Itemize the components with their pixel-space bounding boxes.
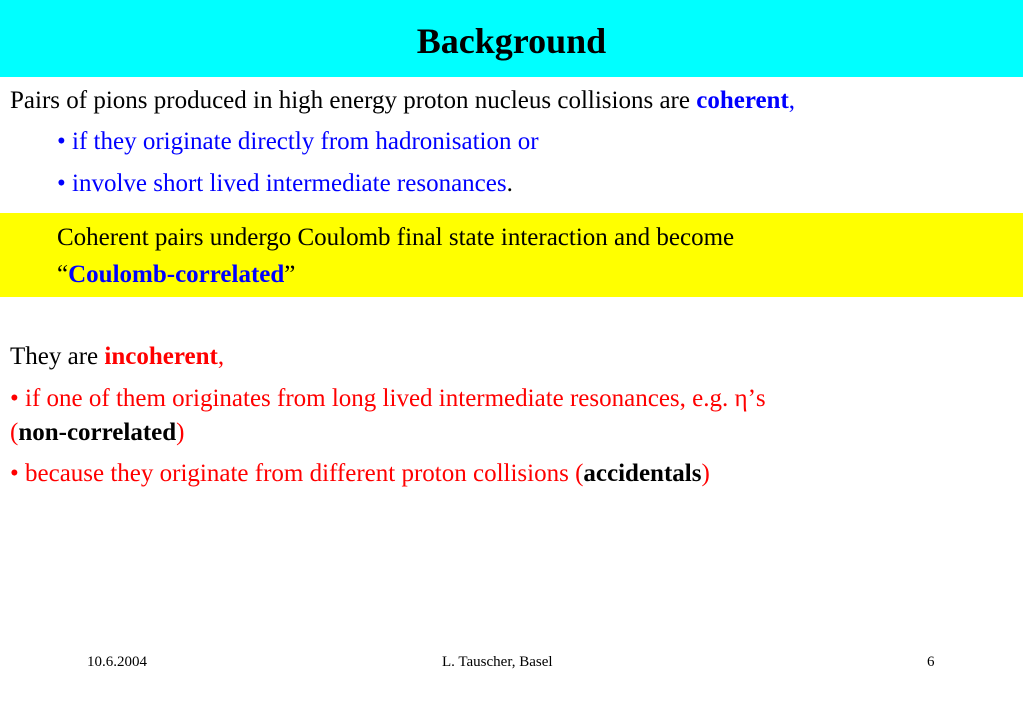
non-correlated-keyword: non-correlated xyxy=(18,419,177,446)
incoherent-keyword: incoherent xyxy=(104,343,218,370)
incoherent-bullet-2-end: ) xyxy=(701,460,710,487)
quote-open: “ xyxy=(57,261,69,288)
coherent-bullet-1: • if they originate directly from hadronisation or xyxy=(57,128,539,155)
highlight-line-1: Coherent pairs undergo Coulomb final state interaction and become xyxy=(57,224,735,251)
slide-title: Background xyxy=(416,21,607,61)
footer-author: L. Tauscher, Basel xyxy=(442,654,553,670)
incoherent-bullet-2 xyxy=(10,459,710,489)
coherent-intro xyxy=(10,86,795,116)
footer-page-number: 6 xyxy=(927,654,935,670)
coherent-intro-text: Pairs of pions produced in high energy proton nucleus collisions are xyxy=(10,87,697,114)
incoherent-bullet-1-cont xyxy=(10,418,185,448)
coherent-intro-end: , xyxy=(788,87,796,114)
coherent-bullet-2-end: . xyxy=(506,170,513,197)
incoherent-bullet-1: • if one of them originates from long lived intermediate resonances, e.g. η’s xyxy=(10,385,766,412)
title-bar xyxy=(0,0,1023,77)
paren-close: ) xyxy=(176,419,185,446)
coherent-keyword: coherent xyxy=(696,87,789,114)
incoherent-intro-end: , xyxy=(217,343,225,370)
footer-date: 10.6.2004 xyxy=(87,654,147,670)
coherent-bullet-2 xyxy=(57,169,513,199)
coherent-bullet-2-text: • involve short lived intermediate resonances xyxy=(57,170,507,197)
incoherent-intro-text: They are xyxy=(10,343,105,370)
incoherent-bullet-2-text: • because they originate from different proton collisions ( xyxy=(10,460,584,487)
quote-close: ” xyxy=(284,261,296,288)
incoherent-intro xyxy=(10,342,224,372)
highlight-line-2 xyxy=(57,260,295,290)
paren-open: ( xyxy=(10,419,19,446)
coulomb-correlated-keyword: Coulomb-correlated xyxy=(68,261,285,288)
accidentals-keyword: accidentals xyxy=(583,460,702,487)
